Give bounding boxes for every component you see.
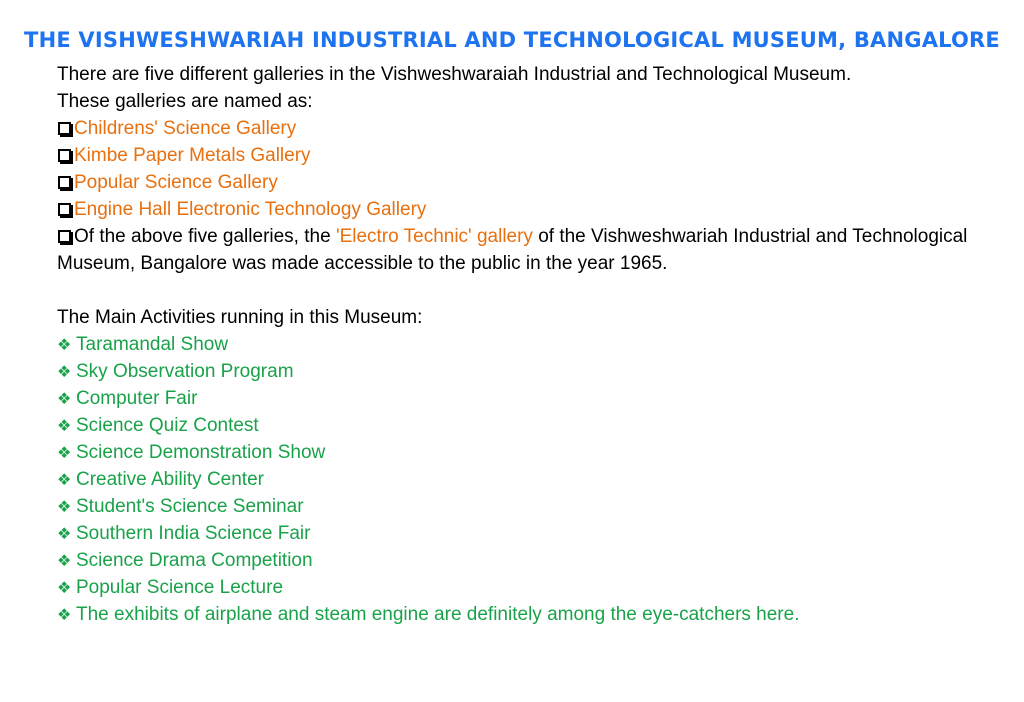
gallery-note [57, 223, 987, 277]
note-text-before: Of the above five galleries, the [74, 226, 336, 247]
activity-item-label: Sky Observation Program [76, 361, 294, 382]
four-diamond-bullet-icon: ❖ [57, 551, 72, 570]
activity-item [57, 385, 987, 412]
four-diamond-bullet-icon: ❖ [57, 605, 72, 624]
activity-item-label: Creative Ability Center [76, 469, 264, 490]
activity-item [57, 439, 987, 466]
four-diamond-bullet-icon: ❖ [57, 578, 72, 597]
page-title: THE VISHWESHWARIAH INDUSTRIAL AND TECHNOLOGICAL MUSEUM, BANGALORE [24, 28, 1000, 52]
activity-item [57, 520, 987, 547]
activity-item-label: Science Demonstration Show [76, 442, 326, 463]
four-diamond-bullet-icon: ❖ [57, 497, 72, 516]
four-diamond-bullet-icon: ❖ [57, 443, 72, 462]
gallery-item-label: Engine Hall Electronic Technology Gallery [74, 199, 427, 220]
gallery-item [57, 196, 987, 223]
activity-item-label: Popular Science Lecture [76, 577, 284, 598]
gallery-item [57, 169, 987, 196]
activity-item-label: Computer Fair [76, 388, 198, 409]
gallery-item [57, 142, 987, 169]
activity-item-label: The exhibits of airplane and steam engine are definitely among the eye-catchers here. [76, 604, 800, 625]
activity-item-label: Student's Science Seminar [76, 496, 304, 517]
hollow-square-bullet-icon [58, 122, 71, 135]
four-diamond-bullet-icon: ❖ [57, 470, 72, 489]
activities-heading: The Main Activities running in this Museum: [57, 307, 423, 328]
hollow-square-bullet-icon [58, 176, 71, 189]
gallery-item-label: Popular Science Gallery [74, 172, 278, 193]
activity-item [57, 601, 987, 628]
four-diamond-bullet-icon: ❖ [57, 389, 72, 408]
activity-item-label: Taramandal Show [76, 334, 229, 355]
activity-item [57, 358, 987, 385]
activity-item [57, 547, 987, 574]
four-diamond-bullet-icon: ❖ [57, 335, 72, 354]
activity-item-label: Science Quiz Contest [76, 415, 259, 436]
four-diamond-bullet-icon: ❖ [57, 362, 72, 381]
activity-list [57, 331, 987, 628]
four-diamond-bullet-icon: ❖ [57, 416, 72, 435]
gallery-item [57, 115, 987, 142]
note-highlight: 'Electro Technic' gallery [335, 226, 533, 247]
activity-item [57, 574, 987, 601]
activity-item [57, 466, 987, 493]
four-diamond-bullet-icon: ❖ [57, 524, 72, 543]
gallery-item-label: Kimbe Paper Metals Gallery [74, 145, 311, 166]
intro-line-1: There are five different galleries in the Vishweshwaraiah Industrial and Technological Museum. [57, 64, 852, 85]
gallery-list [57, 115, 987, 223]
activity-item [57, 412, 987, 439]
activity-item-label: Science Drama Competition [76, 550, 313, 571]
activity-item [57, 331, 987, 358]
hollow-square-bullet-icon [58, 203, 71, 216]
hollow-square-bullet-icon [58, 149, 71, 162]
spacer [57, 277, 987, 304]
hollow-square-bullet-icon [58, 230, 71, 243]
note-text-after: of the Vishweshwariah Industrial and Technological Museum, Bangalore was made accessible to the public in the year 1965. [57, 226, 968, 274]
document-body [57, 61, 987, 628]
intro-line-2: These galleries are named as: [57, 91, 313, 112]
activity-item [57, 493, 987, 520]
activity-item-label: Southern India Science Fair [76, 523, 311, 544]
gallery-item-label: Childrens' Science Gallery [74, 118, 297, 139]
